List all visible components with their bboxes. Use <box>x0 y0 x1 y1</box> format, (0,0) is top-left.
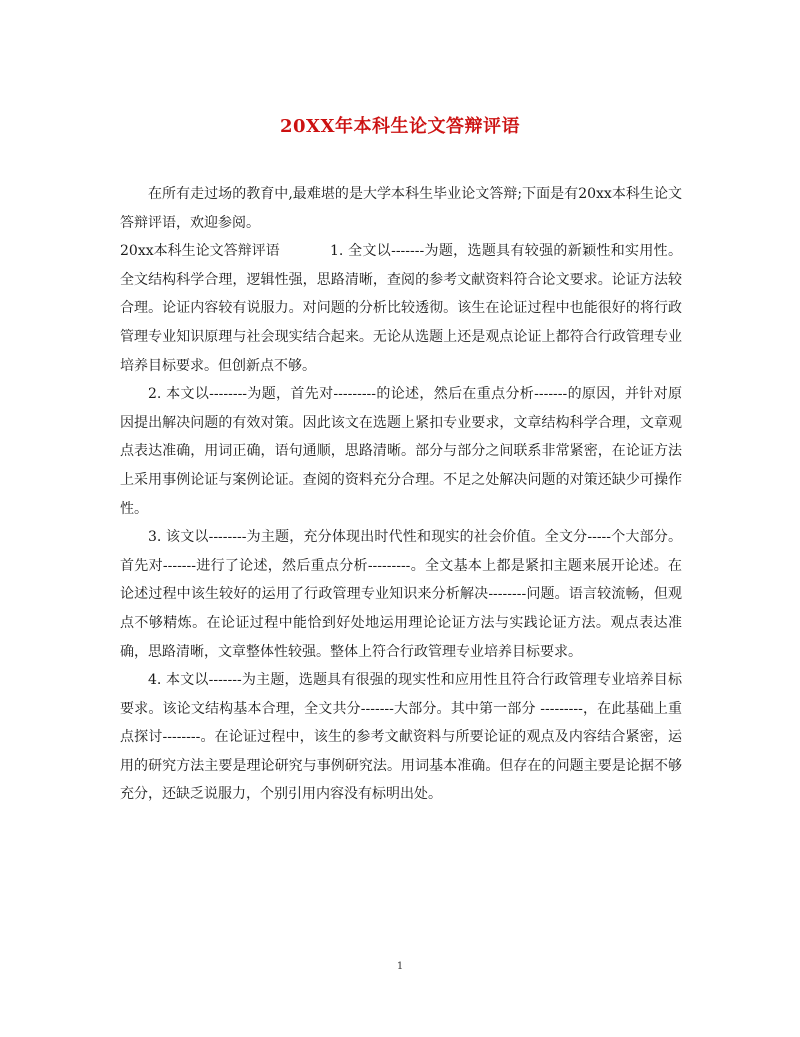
paragraph-1-heading: 20xx本科生论文答辩评语 <box>120 243 280 260</box>
intro-paragraph: 在所有走过场的教育中,最难堪的是大学本科生毕业论文答辩;下面是有20xx本科生论文答辩评语，欢迎参阅。 <box>120 186 682 231</box>
page-number: 1 <box>396 961 404 972</box>
document-body <box>120 180 682 809</box>
paragraph-1 <box>120 237 682 380</box>
paragraph-2: 2. 本文以--------为题，首先对---------的论述，然后在重点分析-------的原因，并针对原因提出解决问题的有效对策。因此该文在选题上紧扣专业要求，文章结构科学合理，文章观点表达准确，用词正确，语句通顺，思路清晰。部分与部分之间联系非常紧密，在论证方法上采用事例论证与案例论证。查阅的资料充分合理。不足之处解决问题的对策还缺少可操作性。 <box>120 386 682 517</box>
document-title: 20XX年本科生论文答辩评语 <box>280 116 520 137</box>
paragraph-4: 4. 本文以-------为主题，选题具有很强的现实性和应用性且符合行政管理专业培养目标要求。该论文结构基本合理，全文共分-------大部分。其中第一部分 ---------，在此基础上重点探讨--------。在论证过程中，该生的参考文献资料与所要论证的观点及内容结合紧密，运用的研究方法主要是理论研究与事例研究法。用词基本准确。但存在的问题主要是论据不够充分，还缺乏说服力，个别引用内容没有标明出处。 <box>120 672 682 803</box>
paragraph-1-text: 1. 全文以-------为题，选题具有较强的新颖性和实用性。全文结构科学合理，逻辑性强，思路清晰，查阅的参考文献资料符合论文要求。论证方法较合理。论证内容较有说服力。对问题的分析比较透彻。该生在论证过程中也能很好的将行政管理专业知识原理与社会现实结合起来。无论从选题上还是观点论证上都符合行政管理专业培养目标要求。但创新点不够。 <box>120 243 682 374</box>
paragraph-3: 3. 该文以--------为主题，充分体现出时代性和现实的社会价值。全文分-----个大部分。首先对-------进行了论述，然后重点分析---------。全文基本上都是紧扣主题来展开论述。在论述过程中该生较好的运用了行政管理专业知识来分析解决--------问题。语言较流畅，但观点不够精炼。在论证过程中能恰到好处地运用理论论证方法与实践论证方法。观点表达准确，思路清晰，文章整体性较强。整体上符合行政管理专业培养目标要求。 <box>120 529 682 660</box>
